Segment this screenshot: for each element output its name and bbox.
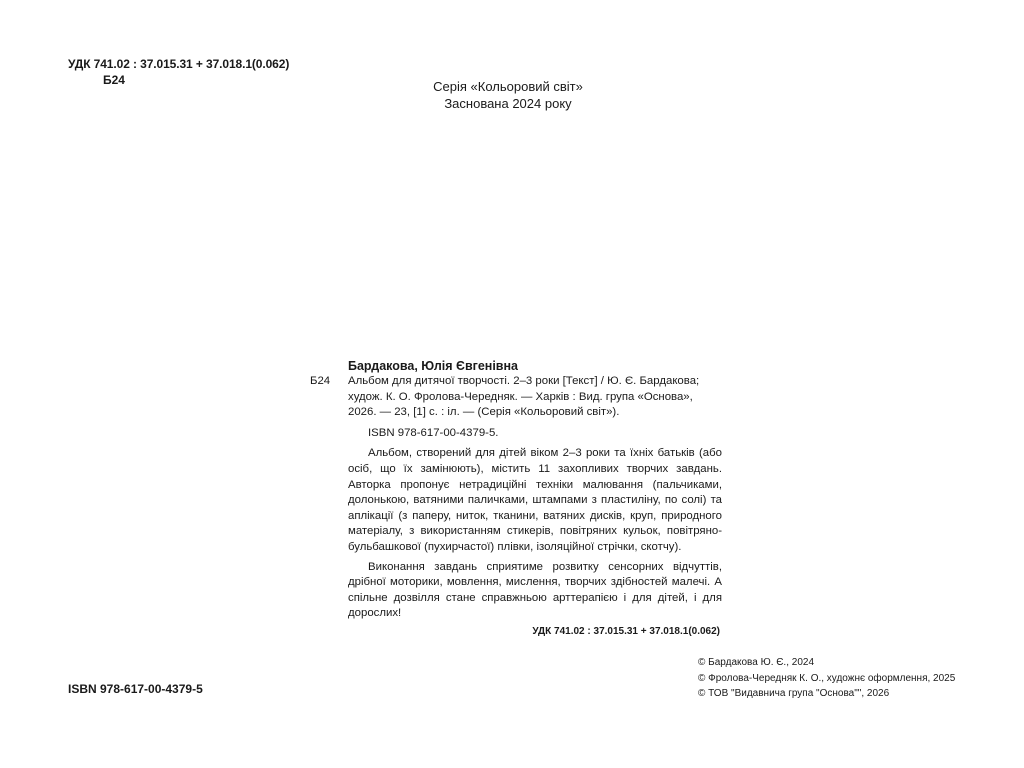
- card-annotation-paragraph-1: Альбом, створений для дітей віком 2–3 роки та їхніх батьків (або осіб, що їх замінюють), містить 11 захопливих творчих завдань. Авторка пропонує нетрадиційні техніки малювання (пальчиками, долонькою, ватяними паличками, штампами з пластиліну, по солі) та аплікації (з паперу, ниток, тканини, ватяних дисків, круп, природного матеріалу, з використанням стикерів, повітряних кульок, повітряно-бульбашкової (пухирчастої) плівки, ізоляційної стрічки, скотчу).: [348, 447, 722, 553]
- card-isbn: ISBN 978-617-00-4379-5.: [368, 426, 499, 439]
- copyright-line-publisher: © ТОВ "Видавнича група "Основа"", 2026: [698, 688, 890, 699]
- card-author-mark: Б24: [310, 375, 331, 387]
- footer-isbn: ISBN 978-617-00-4379-5: [68, 682, 203, 696]
- card-udk: УДК 741.02 : 37.015.31 + 37.018.1(0.062): [532, 625, 720, 637]
- copyright-line-illustrator: © Фролова-Чередняк К. О., художнє оформлення, 2025: [698, 672, 956, 684]
- copyright-line-author: © Бардакова Ю. Є., 2024: [698, 657, 815, 668]
- copyright-block: [698, 655, 955, 702]
- card-author: Бардакова, Юлія Євгенівна: [348, 359, 518, 373]
- series-title: Серія «Кольоровий світ»: [433, 79, 583, 94]
- catalog-card: [310, 358, 722, 640]
- card-bibliographic-description: Альбом для дитячої творчості. 2–3 роки [Текст] / Ю. Є. Бардакова; худож. К. О. Фролова-Чередняк. — Харків : Вид. група «Основа», 2026. — 23, [1] с. : іл. — (Серія «Кольоровий світ»).: [348, 375, 700, 419]
- series-founded: Заснована 2024 року: [444, 96, 572, 111]
- card-annotation-paragraph-2: Виконання завдань сприятиме розвитку сенсорних відчуттів, дрібної моторики, мовлення, мислення, творчих здібностей малечі. А спільне дозвілля стане справжньою арттерапією і для дітей, і для дорослих!: [348, 560, 722, 620]
- author-mark: Б24: [103, 73, 125, 87]
- series-block: [360, 78, 656, 112]
- card-bibliographic-row: [310, 374, 722, 421]
- udk-classification: УДК 741.02 : 37.015.31 + 37.018.1(0.062): [68, 57, 290, 71]
